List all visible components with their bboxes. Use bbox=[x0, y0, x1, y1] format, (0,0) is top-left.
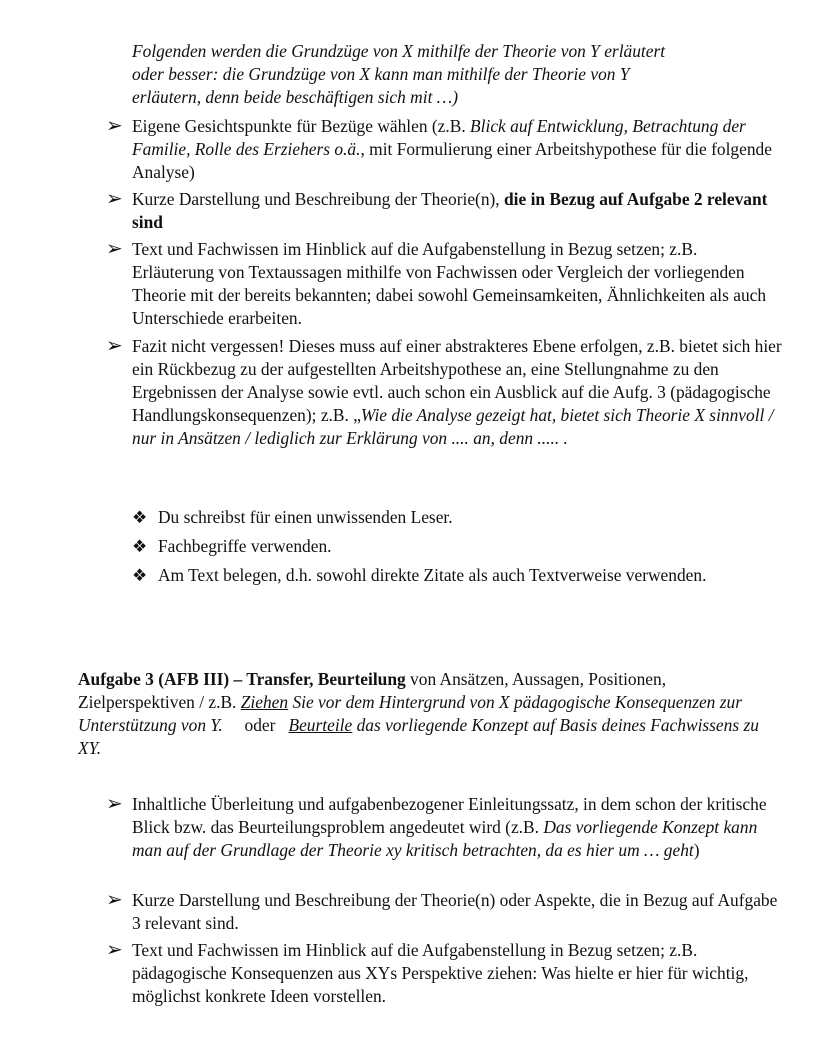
list-item bbox=[106, 238, 782, 330]
intro-line-1: Folgenden werden die Grundzüge von X mithilfe der Theorie von Y erläutert bbox=[132, 41, 666, 61]
item-text-end: ) bbox=[693, 840, 700, 860]
list-item bbox=[106, 889, 782, 935]
tip-item bbox=[132, 535, 738, 558]
tip-text: Am Text belegen, d.h. sowohl direkte Zitate als auch Textverweise verwenden. bbox=[158, 565, 707, 585]
diamond-bullet-icon: ❖ bbox=[132, 508, 148, 527]
item-text: Inhaltliche Überleitung und aufgabenbezogener Einleitungssatz, in dem schon der kritische Blick bzw. das Beurteilungsproblem angedeutet wird (z.B. bbox=[132, 794, 767, 837]
arrow-bullet-icon: ➢ bbox=[106, 793, 123, 815]
arrow-bullet-icon: ➢ bbox=[106, 939, 123, 961]
aufgabe3-underline-1: Ziehen bbox=[240, 692, 289, 712]
tip-text: Fachbegriffe verwenden. bbox=[158, 536, 332, 556]
diamond-bullet-icon: ❖ bbox=[132, 566, 148, 585]
diamond-bullet-icon: ❖ bbox=[132, 537, 148, 556]
list-item bbox=[106, 188, 782, 234]
item-text: Text und Fachwissen im Hinblick auf die Aufgabenstellung in Bezug setzen; z.B. pädagogische Konsequenzen aus XYs Perspektive ziehen: Was hielte er hier für wichtig, möglichst konkrete Ideen vorstellen. bbox=[132, 940, 749, 1006]
aufgabe3-paragraph bbox=[78, 668, 778, 760]
item-bold: die in Bezug auf Aufgabe 2 relevant sind bbox=[132, 189, 768, 232]
item-text-end: , mit Formulierung einer Arbeitshypothese für die folgende Analyse) bbox=[132, 139, 772, 182]
item-text: Kurze Darstellung und Beschreibung der Theorie(n) oder Aspekte, die in Bezug auf Aufgabe 3 relevant sind. bbox=[132, 890, 778, 933]
intro-line-3: erläutern, denn beide beschäftigen sich mit …) bbox=[132, 87, 459, 107]
tip-text: Du schreibst für einen unwissenden Leser. bbox=[158, 507, 453, 527]
intro-paragraph bbox=[132, 40, 792, 109]
arrow-bullet-icon: ➢ bbox=[106, 188, 123, 210]
intro-line-2: oder besser: die Grundzüge von X kann man mithilfe der Theorie von Y bbox=[132, 64, 630, 84]
tip-item bbox=[132, 506, 738, 529]
aufgabe3-italic-1: Sie vor dem Hintergrund von X pädagogische Konsequenzen zur Unterstützung von Y. bbox=[78, 692, 742, 735]
aufgabe3-text: von Ansätzen, Aussagen, Positionen, Zielperspektiven / z.B. bbox=[78, 669, 667, 712]
list-item bbox=[106, 115, 782, 184]
item-italic: Blick auf Entwicklung, Betrachtung der Familie, Rolle des Erziehers o.ä. bbox=[132, 116, 746, 159]
aufgabe3-italic-2: das vorliegende Konzept auf Basis deines Fachwissens zu XY. bbox=[78, 715, 759, 758]
aufgabe3-title: Aufgabe 3 (AFB III) – Transfer, Beurteilung bbox=[78, 669, 406, 689]
aufgabe3-underline-2: Beurteile bbox=[288, 715, 353, 735]
item-italic: Das vorliegende Konzept kann man auf der Grundlage der Theorie xy kritisch betrachten, da es hier um … geht bbox=[132, 817, 758, 860]
list-item bbox=[106, 793, 782, 862]
list-item bbox=[106, 939, 782, 1008]
arrow-bullet-icon: ➢ bbox=[106, 889, 123, 911]
arrow-bullet-icon: ➢ bbox=[106, 335, 123, 357]
item-italic: Wie die Analyse gezeigt hat, bietet sich Theorie X sinnvoll / nur in Ansätzen / lediglich zur Erklärung von .... an, denn ..... . bbox=[132, 405, 774, 448]
arrow-bullet-icon: ➢ bbox=[106, 238, 123, 260]
item-text: Text und Fachwissen im Hinblick auf die Aufgabenstellung in Bezug setzen; z.B. Erläuterung von Textaussagen mithilfe von Fachwissen oder Vergleich der vorliegenden Theorie mit der bereits bekannten; dabei sowohl Gemeinsamkeiten, Ähnlichkeiten als auch Unterschiede erarbeiten. bbox=[132, 239, 767, 328]
arrow-bullet-icon: ➢ bbox=[106, 115, 123, 137]
aufgabe3-or: oder bbox=[222, 715, 289, 735]
item-text: Eigene Gesichtspunkte für Bezüge wählen (z.B. bbox=[132, 116, 471, 136]
list-item bbox=[106, 335, 782, 450]
item-text: Kurze Darstellung und Beschreibung der Theorie(n), bbox=[132, 189, 505, 209]
tip-item bbox=[132, 564, 738, 587]
item-text: Fazit nicht vergessen! Dieses muss auf einer abstrakteres Ebene erfolgen, z.B. bietet sich hier ein Rückbezug zu der aufgestellten Arbeitshypothese an, eine Stellungnahme zu den Ergebnissen der Analyse sowie evtl. auch schon ein Ausblick auf die Aufg. 3 (pädagogische Handlungskonsequenzen); z.B. „ bbox=[132, 336, 782, 425]
